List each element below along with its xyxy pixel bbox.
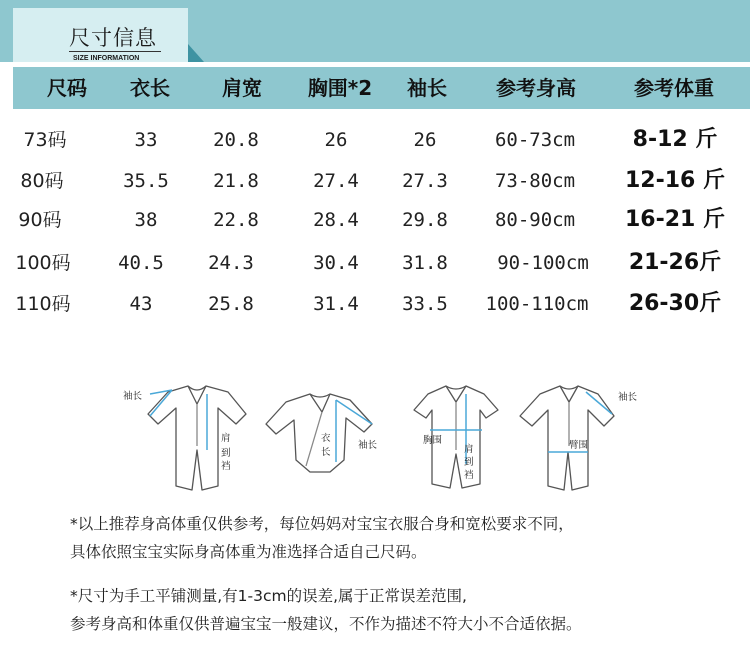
cell-chest: 30.4: [313, 252, 359, 274]
col-shoulder: 肩宽: [222, 76, 262, 100]
fig2-sleeve-label: 袖长: [358, 440, 378, 451]
note-line-1: *以上推荐身高体重仅供参考，每位妈妈对宝宝衣服合身和宽松要求不同，: [70, 515, 574, 533]
cell-chest: 27.4: [313, 170, 359, 192]
table-row: [0, 284, 750, 324]
page-subtitle: SIZE INFORMATION: [73, 55, 140, 62]
cell-height: 73-80cm: [494, 170, 576, 192]
cell-sleeve: 33.5: [402, 293, 448, 315]
fig1-shoulder-char3: 裆: [221, 461, 231, 472]
fig4-arm-label: 臂围: [569, 440, 589, 451]
col-weight: 参考体重: [634, 76, 714, 100]
cell-size: 80码: [20, 170, 64, 192]
note-line-2: 具体依照宝宝实际身高体重为准选择合适自己尺码。: [70, 543, 427, 561]
col-size: 尺码: [47, 76, 87, 100]
cell-size: 100码: [15, 252, 71, 274]
fig2-length-char2: 长: [321, 447, 331, 458]
bodysuit-figure: [266, 394, 372, 472]
note-line-3: *尺寸为手工平铺测量,有1-3cm的误差,属于正常误差范围,: [70, 587, 467, 605]
cell-shoulder: 20.8: [213, 129, 259, 151]
cell-size: 73码: [23, 129, 67, 151]
cell-length: 43: [129, 293, 153, 315]
cell-shoulder: 21.8: [213, 170, 259, 192]
cell-chest: 28.4: [313, 209, 359, 231]
col-length: 衣长: [130, 76, 170, 100]
cell-shoulder: 22.8: [213, 209, 259, 231]
fig3-shoulder-char3: 裆: [464, 470, 474, 481]
fig3-shoulder-char2: 到: [464, 457, 474, 468]
cell-sleeve: 31.8: [402, 252, 448, 274]
title-underline: [69, 51, 161, 52]
cell-weight: 21-26斤: [628, 250, 722, 275]
table-row: [0, 243, 750, 283]
cell-size: 90码: [18, 209, 62, 231]
fig3-chest-label: 胸围: [423, 435, 443, 446]
fig1-shoulder-char1: 肩: [221, 433, 231, 444]
page-title: 尺寸信息: [69, 26, 157, 50]
notes-section: [70, 510, 730, 638]
cell-chest: 31.4: [313, 293, 359, 315]
cell-chest: 26: [324, 129, 348, 151]
cell-weight: 16-21 斤: [624, 207, 726, 232]
cell-shoulder: 24.3: [208, 252, 254, 274]
table-header: [13, 67, 750, 109]
col-sleeve: 袖长: [407, 76, 447, 100]
table-row: [0, 120, 750, 160]
cell-weight: 12-16 斤: [624, 168, 726, 193]
cell-sleeve: 27.3: [402, 170, 448, 192]
note-line-4: 参考身高和体重仅供普遍宝宝一般建议，不作为描述不符大小不合适依据。: [70, 615, 582, 633]
fig3-shoulder-char1: 肩: [464, 444, 474, 455]
fig1-shoulder-char2: 到: [221, 448, 231, 459]
tag-fold-decoration: [188, 44, 204, 62]
cell-shoulder: 25.8: [208, 293, 254, 315]
cell-height: 80-90cm: [494, 209, 576, 231]
romper-back-figure: [520, 386, 614, 490]
cell-height: 100-110cm: [485, 293, 589, 315]
cell-weight: 26-30斤: [628, 291, 722, 316]
cell-height: 60-73cm: [494, 129, 576, 151]
title-tag: [13, 8, 188, 62]
cell-length: 38: [134, 209, 158, 231]
cell-length: 33: [134, 129, 158, 151]
table-row: [0, 161, 750, 201]
cell-sleeve: 26: [413, 129, 437, 151]
cell-weight: 8-12 斤: [632, 127, 718, 152]
cell-length: 40.5: [118, 252, 164, 274]
fig1-sleeve-label: 袖长: [123, 391, 143, 402]
cell-length: 35.5: [123, 170, 169, 192]
cell-sleeve: 29.8: [402, 209, 448, 231]
fig4-sleeve-label: 袖长: [618, 392, 638, 403]
col-chest: 胸围*2: [307, 76, 373, 100]
fig2-length-char1: 衣: [321, 433, 331, 444]
col-height: 参考身高: [496, 76, 576, 100]
table-row: [0, 200, 750, 240]
cell-size: 110码: [15, 293, 71, 315]
cell-height: 90-100cm: [497, 252, 589, 274]
